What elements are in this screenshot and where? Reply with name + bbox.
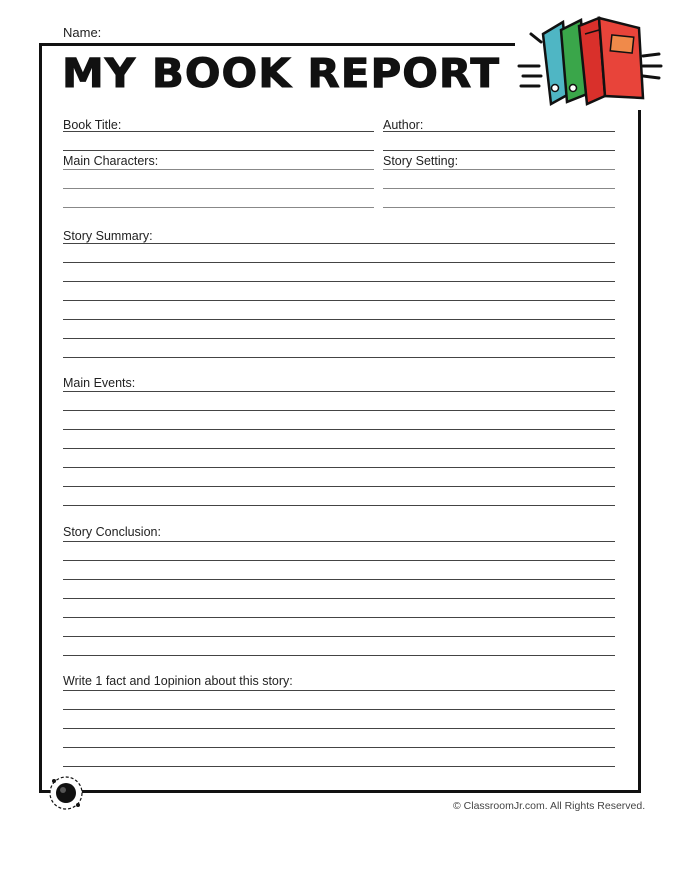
- fact-opinion-line[interactable]: [63, 690, 615, 691]
- main-characters-line[interactable]: [63, 169, 374, 170]
- main-events-label: Main Events:: [63, 376, 136, 390]
- book-title-line[interactable]: [63, 150, 374, 151]
- story-summary-label: Story Summary:: [63, 229, 153, 243]
- fact-opinion-line[interactable]: [63, 709, 615, 710]
- story-summary-line[interactable]: [63, 357, 615, 358]
- story-conclusion-line[interactable]: [63, 655, 615, 656]
- story-conclusion-line[interactable]: [63, 541, 615, 542]
- story-summary-line[interactable]: [63, 262, 615, 263]
- page-title: MY BOOK REPORT: [62, 50, 501, 97]
- name-label: Name:: [63, 25, 102, 40]
- main-characters-line[interactable]: [63, 207, 374, 208]
- main-events-line[interactable]: [63, 467, 615, 468]
- story-summary-line[interactable]: [63, 300, 615, 301]
- main-events-line[interactable]: [63, 486, 615, 487]
- story-conclusion-line[interactable]: [63, 636, 615, 637]
- story-setting-line[interactable]: [383, 207, 615, 208]
- main-events-line[interactable]: [63, 391, 615, 392]
- main-events-line[interactable]: [63, 429, 615, 430]
- story-conclusion-line[interactable]: [63, 560, 615, 561]
- story-summary-line[interactable]: [63, 338, 615, 339]
- story-setting-line[interactable]: [383, 188, 615, 189]
- story-conclusion-label: Story Conclusion:: [63, 525, 161, 539]
- story-summary-line[interactable]: [63, 243, 615, 244]
- main-events-line[interactable]: [63, 448, 615, 449]
- fact-opinion-line[interactable]: [63, 728, 615, 729]
- main-characters-label: Main Characters:: [63, 154, 159, 168]
- story-conclusion-line[interactable]: [63, 617, 615, 618]
- author-label: Author:: [383, 118, 424, 132]
- story-setting-label: Story Setting:: [383, 154, 459, 168]
- story-summary-line[interactable]: [63, 319, 615, 320]
- book-title-label: Book Title:: [63, 118, 122, 132]
- fact-opinion-line[interactable]: [63, 766, 615, 767]
- fact-opinion-line[interactable]: [63, 747, 615, 748]
- author-line[interactable]: [383, 131, 615, 132]
- main-events-line[interactable]: [63, 505, 615, 506]
- fact-opinion-label: Write 1 fact and 1opinion about this story:: [63, 674, 293, 688]
- story-conclusion-line[interactable]: [63, 598, 615, 599]
- books-icon: [515, 14, 665, 110]
- main-characters-line[interactable]: [63, 188, 374, 189]
- story-setting-line[interactable]: [383, 169, 615, 170]
- copyright-text: © ClassroomJr.com. All Rights Reserved.: [453, 800, 646, 812]
- main-events-line[interactable]: [63, 410, 615, 411]
- book-title-line[interactable]: [63, 131, 374, 132]
- classroomjr-logo-icon: [48, 775, 84, 811]
- story-conclusion-line[interactable]: [63, 579, 615, 580]
- story-summary-line[interactable]: [63, 281, 615, 282]
- author-line[interactable]: [383, 150, 615, 151]
